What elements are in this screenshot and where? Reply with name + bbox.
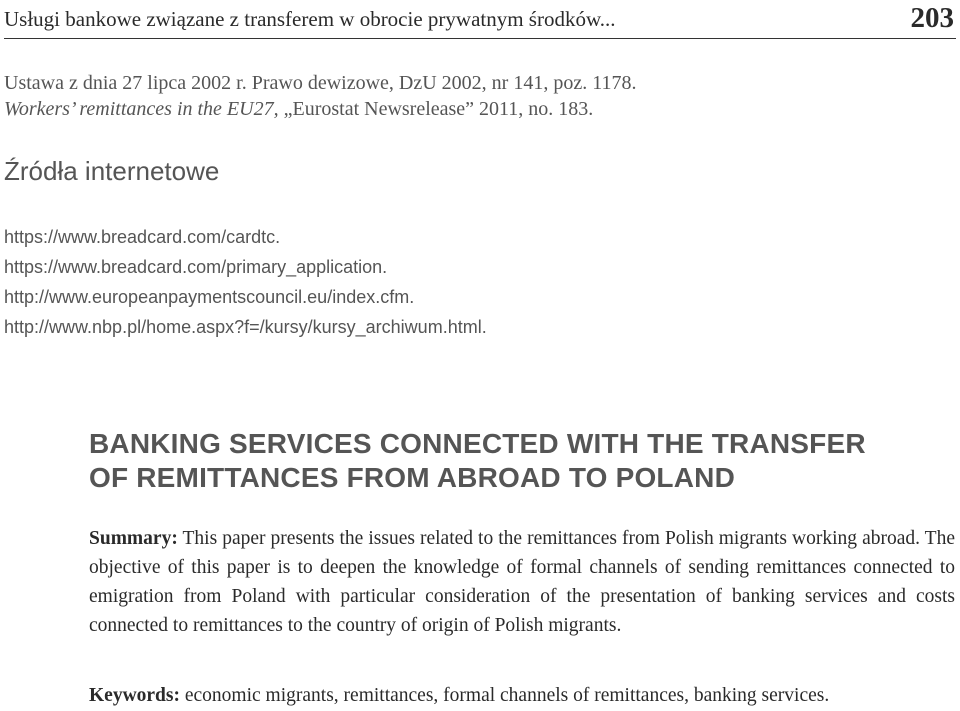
keywords-label: Keywords: — [89, 685, 180, 706]
summary-text: This paper presents the issues related to the remittances from Polish migrants working abroad. The objective of this paper is to deepen the knowledge of formal channels of sending remittances connected to emigration from Poland with particular consideration of the presentation of banking services and costs connected to remittances to the country of origin of Polish migrants. — [89, 528, 955, 636]
url-item[interactable]: http://www.europeanpaymentscouncil.eu/index.cfm. — [4, 287, 415, 307]
abstract-title — [89, 427, 949, 495]
reference-entry — [4, 70, 954, 96]
page-number: 203 — [910, 2, 954, 34]
abstract-title-line: OF REMITTANCES FROM ABROAD TO POLAND — [89, 462, 735, 493]
url-item[interactable]: https://www.breadcard.com/primary_application. — [4, 257, 388, 277]
url-item[interactable]: https://www.breadcard.com/cardtc. — [4, 227, 281, 247]
running-title: Usługi bankowe związane z transferem w obrocie prywatnym środków... — [4, 7, 616, 31]
internet-sources-heading: Źródła internetowe — [4, 156, 220, 186]
keywords-text: economic migrants, remittances, formal channels of remittances, banking services. — [180, 685, 830, 706]
summary-label: Summary: — [89, 528, 178, 549]
keywords-paragraph — [89, 682, 955, 710]
reference-text: Ustawa z dnia 27 lipca 2002 r. Prawo dewizowe, DzU 2002, nr 141, poz. 1178. — [4, 72, 637, 94]
reference-title-italic: Workers’ remittances in the EU27, — [4, 98, 279, 120]
page-header — [4, 2, 956, 39]
url-list — [4, 222, 954, 342]
references-list — [4, 70, 954, 122]
reference-entry — [4, 96, 954, 122]
summary-paragraph — [89, 524, 955, 640]
abstract-title-line: BANKING SERVICES CONNECTED WITH THE TRANSFER — [89, 428, 866, 459]
reference-text: „Eurostat Newsrelease” 2011, no. 183. — [278, 98, 594, 120]
url-item[interactable]: http://www.nbp.pl/home.aspx?f=/kursy/kursy_archiwum.html. — [4, 317, 487, 337]
